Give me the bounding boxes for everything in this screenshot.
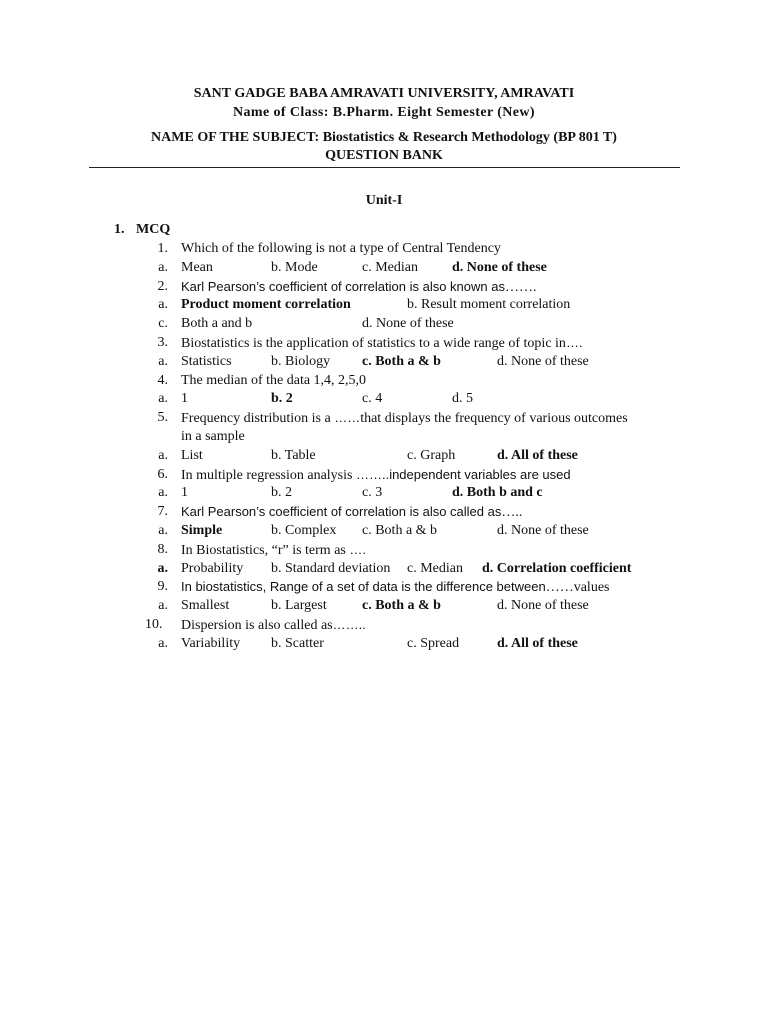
option-letter: a. (158, 523, 168, 538)
option-letter: a. (158, 485, 168, 501)
question-text-part: The median of the data 1,4, 2,5,0 (181, 372, 367, 388)
answer-option: Both a and b (181, 316, 253, 332)
answer-option: Smallest (181, 598, 230, 614)
question-text (181, 334, 583, 352)
section-heading (114, 222, 170, 238)
answer-option: Probability (181, 560, 244, 576)
section-title: MCQ (136, 222, 171, 237)
question-text-part: Which of the following is not a type of Central Tendency (181, 241, 501, 256)
option-letter: c. (158, 316, 168, 332)
question-text-part: Biostatistics is the application of statistics to a wide range of topic in (181, 336, 566, 351)
option-letter: a. (157, 560, 168, 576)
correct-answer-option: c. Both a & b (362, 598, 441, 614)
question-bank-title: QUESTION BANK (325, 148, 443, 163)
question-1 (0, 240, 768, 259)
correct-answer-option: d. All of these (497, 447, 578, 463)
answer-option: Statistics (181, 353, 232, 369)
question-text-part: …. (565, 335, 583, 350)
header-divider (89, 167, 680, 168)
answer-option: b. Scatter (271, 635, 324, 651)
answer-option: b. 2 (271, 485, 292, 501)
question-text-part: ……..independent variables are used (355, 466, 571, 482)
options-row (0, 447, 768, 466)
answer-option: c. Graph (407, 447, 456, 463)
option-letter: a. (158, 297, 168, 313)
question-text-part: ……values (545, 580, 610, 596)
question-text (181, 372, 366, 389)
option-letter: a. (158, 635, 168, 651)
correct-answer-option: d. Correlation coefficient (482, 560, 632, 576)
question-text-part: Karl Pearson’s coefficient of correlation is also known as (181, 278, 505, 294)
question-text-part: ……. (504, 279, 537, 295)
answer-option: c. Both a & b (362, 523, 438, 538)
question-number: 8. (157, 541, 168, 557)
question-text-continued: in a sample (181, 429, 245, 444)
question-text (181, 616, 366, 634)
question-text (181, 503, 522, 521)
question-text-part: In multiple regression analysis (181, 467, 356, 483)
question-number: 10. (145, 617, 163, 632)
class-name: Name of Class: B.Pharm. Eight Semester (New) (233, 105, 535, 120)
question-number: 2. (157, 278, 168, 294)
question-3 (0, 334, 768, 353)
question-number: 1. (157, 241, 168, 256)
answer-option: Mean (181, 259, 213, 275)
option-letter: a. (158, 353, 168, 369)
correct-answer-option: d. Both b and c (452, 485, 543, 501)
question-number: 5. (157, 410, 168, 426)
question-number: 3. (157, 335, 168, 350)
answer-option: b. Largest (271, 598, 327, 614)
options-row (0, 635, 768, 654)
question-text-part: …. (349, 541, 366, 557)
options-row (0, 597, 768, 616)
question-text (181, 240, 501, 257)
options-row (0, 390, 768, 409)
options-row (0, 522, 768, 541)
answer-option: b. Complex (271, 523, 337, 538)
question-text-part: …….. (332, 617, 366, 632)
options-row (0, 484, 768, 503)
question-number: 9. (157, 579, 168, 595)
question-text (181, 541, 366, 559)
question-text-part: …… (334, 410, 361, 426)
question-text-part: Frequency distribution is a (181, 411, 335, 427)
question-6 (0, 466, 768, 485)
question-4 (0, 372, 768, 391)
question-text-part: that displays the frequency of various outcomes (360, 411, 628, 427)
answer-option: b. Mode (271, 259, 318, 275)
answer-option: List (181, 447, 203, 463)
options-row (0, 353, 768, 372)
correct-answer-option: c. Both a & b (362, 353, 441, 369)
question-2 (0, 278, 768, 297)
option-letter: a. (158, 259, 168, 275)
question-text-part: In Biostatistics, “r” is term as (181, 542, 350, 558)
answer-option: 1 (181, 391, 188, 407)
question-5 (0, 409, 768, 428)
question-9 (0, 578, 768, 597)
correct-answer-option: b. 2 (271, 391, 293, 407)
answer-option: c. 4 (362, 391, 383, 407)
university-title: SANT GADGE BABA AMRAVATI UNIVERSITY, AMRAVATI (193, 86, 575, 101)
question-text-part: Dispersion is also called as (181, 618, 333, 633)
section-number: 1. (114, 222, 125, 237)
answer-option: c. Median (362, 259, 418, 275)
question-text (181, 409, 628, 427)
question-number: 4. (157, 372, 168, 388)
answer-option: d. None of these (362, 316, 454, 332)
question-text-part: In biostatistics, Range of a set of data is the difference between (181, 579, 546, 595)
option-letter: a. (158, 391, 168, 407)
answer-option: 1 (181, 485, 188, 501)
options-row (0, 315, 768, 334)
options-row (0, 560, 768, 579)
question-text-part: Karl Pearson’s coefficient of correlation is also called as (181, 504, 502, 520)
correct-answer-option: d. All of these (497, 635, 578, 651)
correct-answer-option: Simple (181, 523, 223, 538)
question-text (181, 578, 609, 596)
option-letter: a. (158, 598, 168, 614)
answer-option: d. None of these (497, 598, 589, 614)
answer-option: b. Standard deviation (271, 560, 391, 576)
question-10 (0, 616, 768, 635)
answer-option: c. Median (407, 560, 463, 576)
question-text (181, 278, 536, 296)
question-number: 6. (157, 466, 168, 482)
correct-answer-option: d. None of these (452, 259, 547, 275)
subject-name: NAME OF THE SUBJECT: Biostatistics & Research Methodology (BP 801 T) (151, 130, 617, 145)
answer-option: d. None of these (497, 523, 589, 538)
options-row (0, 296, 768, 315)
unit-heading: Unit-I (365, 193, 403, 208)
question-text (181, 466, 571, 484)
question-text-part: ….. (501, 505, 523, 521)
answer-option: Variability (181, 635, 241, 651)
answer-option: b. Table (271, 447, 316, 463)
answer-option: d. None of these (497, 353, 589, 369)
answer-option: b. Result moment correlation (407, 297, 571, 313)
correct-answer-option: Product moment correlation (181, 297, 351, 313)
answer-option: d. 5 (452, 391, 473, 407)
question-7 (0, 503, 768, 522)
answer-option: b. Biology (271, 353, 331, 369)
option-letter: a. (158, 447, 168, 463)
question-continuation (0, 428, 768, 447)
options-row (0, 259, 768, 278)
answer-option: c. 3 (362, 485, 383, 501)
question-8 (0, 541, 768, 560)
question-number: 7. (157, 504, 168, 520)
answer-option: c. Spread (407, 635, 460, 651)
